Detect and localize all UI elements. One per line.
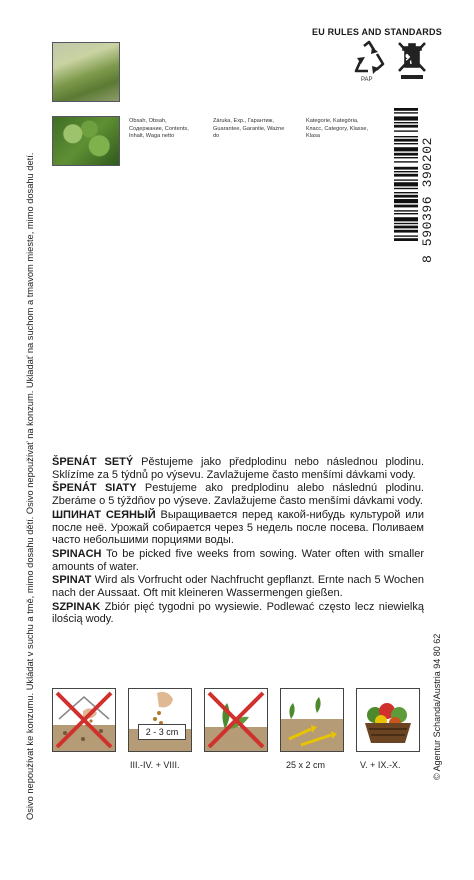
sowing-time-label: III.-IV. + VIII. xyxy=(130,760,180,770)
barcode-bar xyxy=(394,230,418,233)
barcode-bar xyxy=(394,199,418,203)
barcode-bar xyxy=(394,238,418,241)
instruction-pl: SZPINAK Zbiór pięć tygodni po wysiewie. Podlewać często lecz niewielką ilością wody. xyxy=(52,600,424,626)
barcode-bar xyxy=(394,136,418,137)
barcode-bar xyxy=(394,223,418,224)
no-greenhouse-sowing-icon xyxy=(52,688,116,752)
recycle-icon xyxy=(352,40,386,76)
direct-sowing-icon xyxy=(128,688,192,752)
barcode-bar xyxy=(394,217,418,221)
pap-label: PAP xyxy=(361,77,373,83)
instruction-de: SPINAT Wird als Vorfrucht oder Nachfrucht gepflanzt. Ernte nach 5 Wochen nach der Aussaat. Oft mit kleineren Wassermengen gießen. xyxy=(52,574,424,600)
barcode-bar xyxy=(394,195,418,198)
instruction-cs: ŠPENÁT SETÝ Pěstujeme jako předplodinu nebo následnou plodinu. Sklízíme za 5 týdnů po výsevu. Zavlažujeme často menšími dávkami vody. xyxy=(52,456,424,481)
barcode-bar xyxy=(394,205,418,208)
barcode-bar xyxy=(394,188,418,189)
barcode-bar xyxy=(394,192,418,193)
waste-bin-icon xyxy=(396,40,428,82)
barcode-bar xyxy=(394,116,418,120)
barcode-bar xyxy=(394,108,418,111)
growing-instructions xyxy=(52,456,424,627)
barcode-bar xyxy=(394,182,418,186)
barcode-bar xyxy=(394,179,418,180)
seedling-photo xyxy=(52,42,120,102)
barcode-number: 8 590396 390202 xyxy=(420,136,435,264)
plant-spacing-icon xyxy=(280,688,344,752)
barcode-bar xyxy=(394,171,418,172)
eu-rules-title: EU RULES AND STANDARDS xyxy=(312,27,442,37)
barcode-bar xyxy=(394,167,418,170)
barcode-bar xyxy=(394,213,418,214)
harvest-time-label: V. + IX.-X. xyxy=(360,760,401,770)
instruction-en: SPINACH To be picked five weeks from sowing. Water often with smaller amounts of water. xyxy=(52,547,425,573)
barcode-bar xyxy=(394,125,418,128)
storage-note-text: Osivo nepoužívat ke konzumu. Ukládat v suchu a tmě, mimo dosahu dětí. Osivo nepoužívať na konzum. Ukladať na suchom a tmavom mieste, mimo dosahu detí. xyxy=(25,152,35,820)
barcode-bar xyxy=(394,157,418,158)
barcode-bar xyxy=(394,174,418,177)
instruction-sk: ŠPENÁT SIATY Pestujeme ako predplodinu alebo následnú plodinu. Zberáme o 5 týždňov po výseve. Zavlažujeme často menšími dávkami vody. xyxy=(52,482,424,508)
barcode-bar xyxy=(394,143,418,144)
barcode-bar xyxy=(394,147,418,151)
spacing-label: 25 x 2 cm xyxy=(286,760,326,770)
spinach-photo xyxy=(52,116,120,166)
guarantee-label: Záruka, Exp., Гарантиж, Guarantee, Garantie, Ważne do xyxy=(213,118,285,139)
barcode-bar xyxy=(394,112,418,113)
category-label: Kategorie, Kategória, Класс, Category, Klasse, Klasa xyxy=(306,118,369,139)
agent-copyright: © Agentur Schanda/Austria 94 80 62 xyxy=(432,633,442,780)
harvest-basket-icon xyxy=(356,688,420,752)
barcode-bar xyxy=(394,130,418,131)
no-transplanting-icon xyxy=(204,688,268,752)
barcode-bar xyxy=(394,161,418,162)
barcode-bar xyxy=(394,153,418,156)
barcode-bar xyxy=(394,226,418,229)
barcode-bar xyxy=(394,139,418,142)
barcode-bar xyxy=(394,210,418,211)
barcode-bar xyxy=(394,122,418,123)
content-label: Obsah, Obsah, Содержание, Contents, Inhalt, Waga netto xyxy=(129,118,189,139)
sowing-depth-label: 2 - 3 cm xyxy=(138,724,186,740)
instruction-ru: ШПИНАТ СЕЯНЫЙ Выращивается перед какой-нибудь культурой или после неё. Урожай собирается через 5 недель после посева. Поливаем часто небольшими порциями воды. xyxy=(52,508,424,547)
barcode-bar xyxy=(394,235,418,236)
